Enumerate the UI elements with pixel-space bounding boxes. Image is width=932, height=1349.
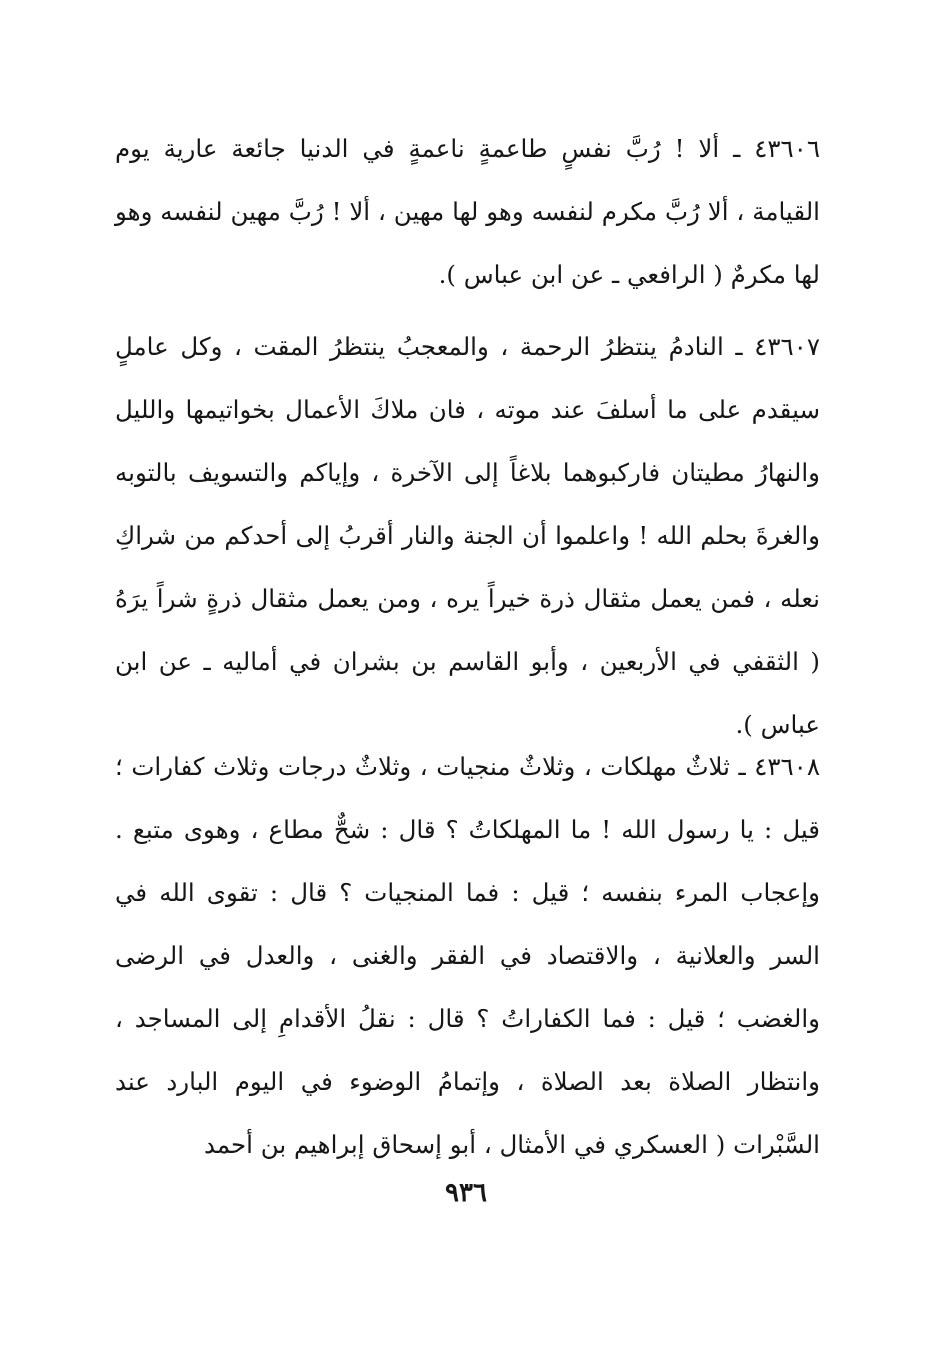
hadith-43606: ٤٣٦٠٦ ـ ألا ! رُبَّ نفسٍ طاعمةٍ ناعمةٍ في الدنيا جائعة عارية يوم القيامة ، ألا رُبَّ مكرم لنفسه وهو لها مهين ، ألا ! رُبَّ مهين لنفسه وهو لها مكرمٌ ( الرافعي ـ عن ابن عباس ). — [115, 133, 820, 289]
hadith-43607: ٤٣٦٠٧ ـ النادمُ ينتظرُ الرحمة ، والمعجبُ ينتظرُ المقت ، وكل عاملٍ سيقدم على ما أسلفَ عند موته ، فان ملاكَ الأعمال بخواتيمها والليل والنهارُ مطيتان فاركبوهما بلاغاً إلى الآخرة ، وإياكم والتسويف بالتوبه والغرةَ بحلم الله ! واعلموا أن الجنة والنار أقربُ إلى أحدكم من شراكِ نعله ، فمن يعمل مثقال ذرة خيراً يره ، ومن يعمل مثقال ذرةٍ شراً يرَهُ ( الثقفي في الأربعين ، وأبو القاسم بن بشران في أماليه ـ عن ابن عباس ). — [115, 331, 820, 739]
page-number: ٩٣٦ — [445, 1178, 487, 1208]
hadith-43608: ٤٣٦٠٨ ـ ثلاثٌ مهلكات ، وثلاثٌ منجيات ، وثلاثٌ درجات وثلاث كفارات ؛ قيل : يا رسول الله ! ما المهلكاتُ ؟ قال : شحٌّ مطاع ، وهوى متبع . وإعجاب المرء بنفسه ؛ قيل : فما المنجيات ؟ قال : تقوى الله في السر والعلانية ، والاقتصاد في الفقر والغنى ، والعدل في الرضى والغضب ؛ قيل : فما الكفاراتُ ؟ قال : نقلُ الأقدامِ إلى المساجد ، وانتظار الصلاة بعد الصلاة ، وإتمامُ الوضوء في اليوم البارد عند السَّبْرات ( العسكري في الأمثال ، أبو إسحاق إبراهيم بن أحمد — [115, 751, 820, 1159]
